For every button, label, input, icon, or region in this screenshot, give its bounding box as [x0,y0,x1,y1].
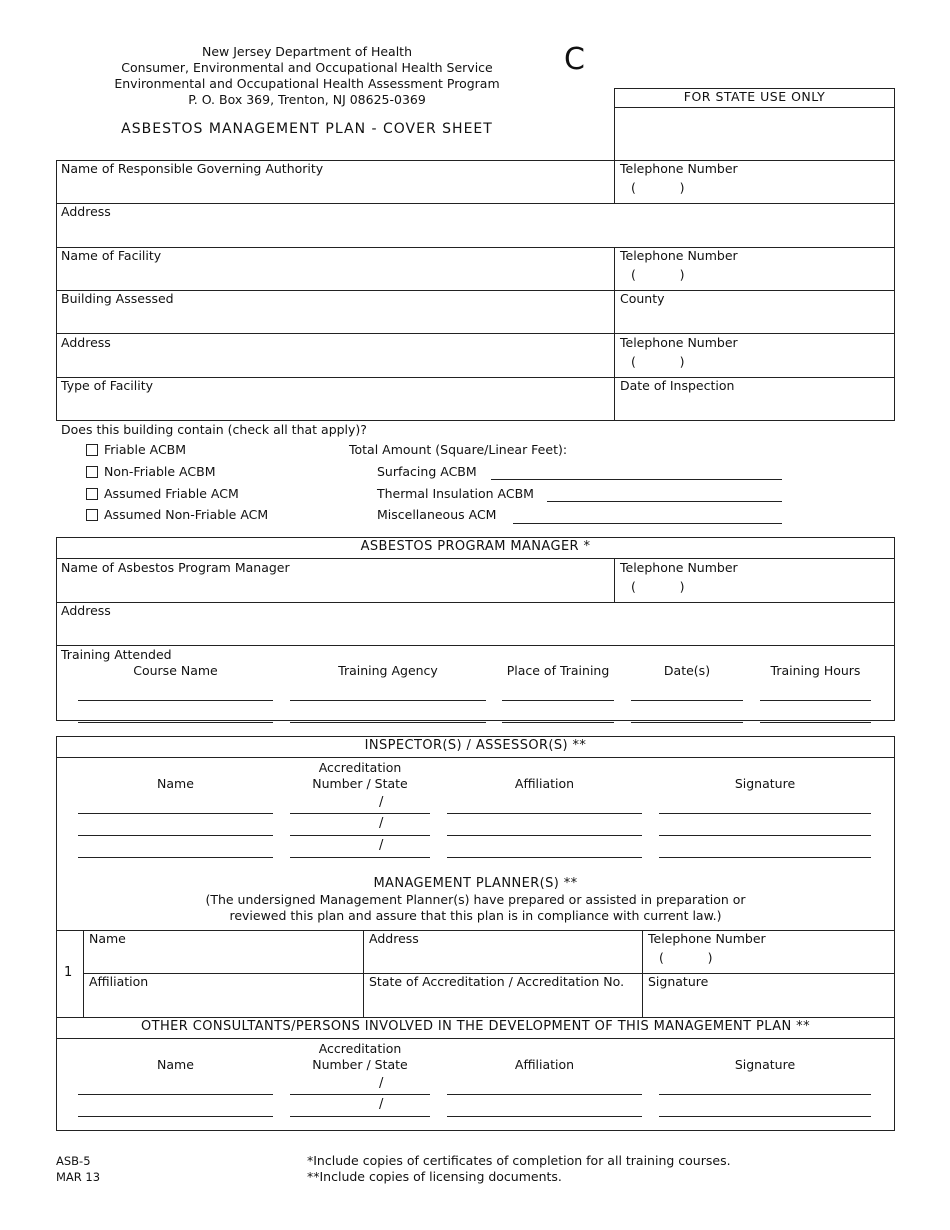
course-name-input[interactable] [78,700,273,701]
page-title: ASBESTOS MANAGEMENT PLAN - COVER SHEET [121,121,493,137]
footnote-certificates: *Include copies of certificates of completion for all training courses. [307,1153,731,1168]
non-friable-acbm-label: Non-Friable ACBM [104,464,216,479]
planner-row-number: 1 [64,965,73,980]
assumed-friable-acm-label: Assumed Friable ACM [104,486,239,501]
program-manager-address-field[interactable]: Address [61,603,111,618]
consultant-accreditation-separator: / [379,1097,384,1112]
consultant-accreditation-header-2: Number / State [312,1057,408,1072]
inspector-affiliation-input[interactable] [447,813,642,814]
inspector-name-input[interactable] [78,835,273,836]
building-address-field[interactable]: Address [61,335,111,350]
form-id: ASB-5 [56,1154,91,1168]
state-use-label: FOR STATE USE ONLY [683,89,826,104]
program-manager-telephone-field[interactable]: Telephone Number [620,560,738,575]
planner-affiliation-field[interactable]: Affiliation [89,974,149,989]
place-of-training-header: Place of Training [506,663,610,678]
authority-area-code: ( ) [631,180,685,195]
facility-telephone-field[interactable]: Telephone Number [620,248,738,263]
place-of-training-input[interactable] [502,700,614,701]
agency-program: Environmental and Occupational Health Assessment Program [114,76,500,91]
inspectors-heading: INSPECTOR(S) / ASSESSOR(S) ** [364,738,587,753]
footnote-licensing: **Include copies of licensing documents. [307,1169,562,1184]
consultant-name-header: Name [157,1057,194,1072]
consultant-accreditation-separator: / [379,1076,384,1091]
non-friable-acbm-checkbox[interactable] [86,466,98,478]
consultant-accreditation-header: Accreditation [318,1041,402,1056]
county-field[interactable]: County [620,291,665,306]
inspector-affiliation-input[interactable] [447,835,642,836]
miscellaneous-acm-label: Miscellaneous ACM [377,507,497,522]
place-of-training-input[interactable] [502,722,614,723]
assumed-friable-acm-checkbox[interactable] [86,488,98,500]
governing-authority-field[interactable]: Name of Responsible Governing Authority [61,161,324,176]
building-telephone-field[interactable]: Telephone Number [620,335,738,350]
consultant-affiliation-input[interactable] [447,1116,642,1117]
inspector-affiliation-header: Affiliation [514,776,575,791]
dates-header: Date(s) [663,663,711,678]
inspector-name-header: Name [157,776,194,791]
planner-address-field[interactable]: Address [369,931,419,946]
planner-name-field[interactable]: Name [89,931,126,946]
inspector-signature-header: Signature [734,776,796,791]
assumed-non-friable-acm-label: Assumed Non-Friable ACM [104,507,269,522]
training-agency-input[interactable] [290,722,486,723]
form-letter: C [564,42,585,77]
miscellaneous-acm-input[interactable] [513,523,782,524]
inspector-accreditation-separator: / [379,838,384,853]
agency-service: Consumer, Environmental and Occupational Health Service [121,60,493,75]
consultant-affiliation-header: Affiliation [514,1057,575,1072]
facility-area-code: ( ) [631,267,685,282]
surfacing-acbm-label: Surfacing ACBM [377,464,477,479]
inspector-name-input[interactable] [78,857,273,858]
consultant-name-input[interactable] [78,1094,273,1095]
inspector-name-input[interactable] [78,813,273,814]
consultants-heading: OTHER CONSULTANTS/PERSONS INVOLVED IN THE DEVELOPMENT OF THIS MANAGEMENT PLAN ** [141,1019,810,1034]
authority-telephone-field[interactable]: Telephone Number [620,161,738,176]
consultant-signature-header: Signature [734,1057,796,1072]
consultant-affiliation-input[interactable] [447,1094,642,1095]
planners-note-1: (The undersigned Management Planner(s) have prepared or assisted in preparation or [205,892,746,907]
program-manager-name-field[interactable]: Name of Asbestos Program Manager [61,560,290,575]
building-area-code: ( ) [631,354,685,369]
thermal-insulation-acbm-label: Thermal Insulation ACBM [377,486,534,501]
contains-question: Does this building contain (check all that apply)? [61,422,367,437]
training-attended-label: Training Attended [61,647,172,662]
agency-name: New Jersey Department of Health [201,44,412,59]
assumed-non-friable-acm-checkbox[interactable] [86,509,98,521]
training-hours-header: Training Hours [770,663,861,678]
inspector-accreditation-header-2: Number / State [312,776,408,791]
inspector-accreditation-separator: / [379,795,384,810]
dates-input[interactable] [631,722,743,723]
thermal-insulation-acbm-input[interactable] [547,501,782,502]
inspector-accreditation-input[interactable] [290,857,430,858]
friable-acbm-checkbox[interactable] [86,444,98,456]
inspector-accreditation-input[interactable] [290,813,430,814]
planner-telephone-field[interactable]: Telephone Number [648,931,766,946]
program-manager-heading: ASBESTOS PROGRAM MANAGER * [360,539,591,554]
state-use-field[interactable] [616,109,893,159]
planners-note-2: reviewed this plan and assure that this plan is in compliance with current law.) [229,908,722,923]
program-manager-area-code: ( ) [631,579,685,594]
inspector-accreditation-separator: / [379,816,384,831]
inspector-signature-input[interactable] [659,835,871,836]
course-name-header: Course Name [133,663,218,678]
dates-input[interactable] [631,700,743,701]
authority-address-field[interactable]: Address [61,204,111,219]
consultant-signature-input[interactable] [659,1116,871,1117]
facility-type-field[interactable]: Type of Facility [61,378,153,393]
friable-acbm-label: Friable ACBM [104,442,187,457]
inspector-signature-input[interactable] [659,813,871,814]
course-name-input[interactable] [78,722,273,723]
planners-heading: MANAGEMENT PLANNER(S) ** [373,876,578,891]
building-assessed-field[interactable]: Building Assessed [61,291,174,306]
planner-area-code: ( ) [659,950,713,965]
agency-address: P. O. Box 369, Trenton, NJ 08625-0369 [188,92,426,107]
training-hours-input[interactable] [760,722,871,723]
training-agency-header: Training Agency [338,663,438,678]
total-amount-label: Total Amount (Square/Linear Feet): [349,442,568,457]
surfacing-acbm-input[interactable] [491,479,782,480]
consultant-accreditation-input[interactable] [290,1094,430,1095]
inspection-date-field[interactable]: Date of Inspection [620,378,735,393]
inspector-signature-input[interactable] [659,857,871,858]
consultant-accreditation-input[interactable] [290,1116,430,1117]
inspector-accreditation-input[interactable] [290,835,430,836]
inspector-affiliation-input[interactable] [447,857,642,858]
form-revision: MAR 13 [56,1170,101,1184]
facility-name-field[interactable]: Name of Facility [61,248,162,263]
training-hours-input[interactable] [760,700,871,701]
training-agency-input[interactable] [290,700,486,701]
consultant-signature-input[interactable] [659,1094,871,1095]
consultant-name-input[interactable] [78,1116,273,1117]
planner-accreditation-field[interactable]: State of Accreditation / Accreditation No. [369,974,625,989]
inspector-accreditation-header: Accreditation [318,760,402,775]
planner-signature-field[interactable]: Signature [648,974,709,989]
